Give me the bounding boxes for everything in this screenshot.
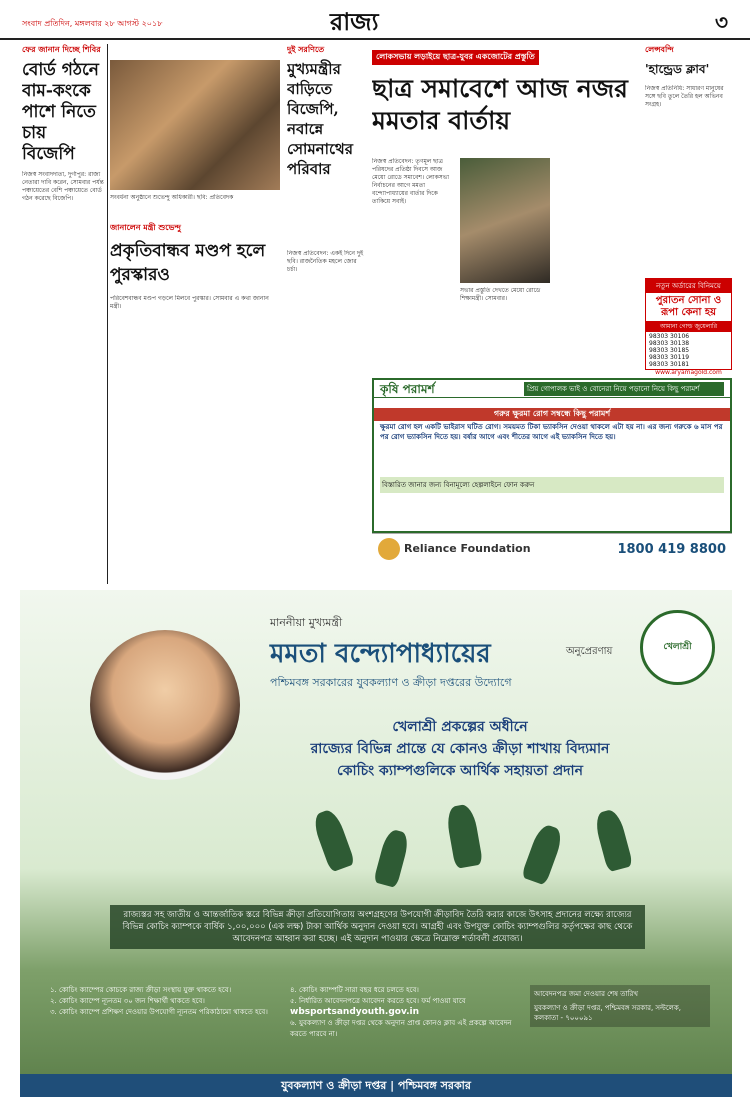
gold-buying-ad <box>645 278 732 376</box>
krishi-topic: গরুর ক্ষুরমা রোগ সম্বন্ধে কিছু পরামর্শ <box>374 408 730 421</box>
article-bjp-board <box>22 44 104 584</box>
article-body: নিজস্ব সংবাদদাতা, দুর্গাপুর: রাজ্য নেতারা দাবি করেন, সোমবার পর্যন্ত পঞ্চায়েতের বেশি পঞ্চায়েতে বোর্ড গঠন করেছে বিজেপি। <box>22 171 104 202</box>
application-info <box>530 985 710 1027</box>
deadline-text: আবেদনপত্র জমা দেওয়ার শেষ তারিখ <box>534 990 638 998</box>
shop-name: আমানা গোল্ড জুয়েলারি <box>646 321 731 332</box>
phone-list <box>646 332 731 369</box>
article-kicker: ফের জানান দিচ্ছে শিবির <box>22 45 101 54</box>
condition-item: ৬. যুবকল্যাণ ও ক্রীড়া দপ্তর থেকে অনুদান প্রাপ্ত কোনও ক্লাব এই প্রকল্পে আবেদন করতে পারবে না। <box>290 1019 512 1038</box>
article-headline: বোর্ড গঠনে বাম-কংকে পাশে নিতে চায় বিজেপি <box>22 60 99 164</box>
condition-item: ৩. কোচিং ক্যাম্পে প্রশিক্ষণ দেওয়ার উপযোগী ন্যূনতম পরিকাঠামো থাকতে হবে। <box>50 1008 268 1016</box>
ad-scheme-line: খেলাশ্রী প্রকল্পের অধীনে <box>392 719 528 735</box>
chief-minister-portrait <box>90 630 240 780</box>
photo-caption: সভার প্রস্তুতি দেখতে মেয়ো রোডে শিক্ষামন্ত্রী। সোমবার। <box>460 287 541 302</box>
foundation-name: Reliance Foundation <box>404 542 531 555</box>
ad-cm-name: মমতা বন্দ্যোপাধ্যায়ের <box>270 639 491 669</box>
reliance-footer <box>372 533 732 569</box>
condition-item: ২. কোচিং ক্যাম্পে ন্যূনতম ৩০ জন শিক্ষার্থী থাকতে হবে। <box>50 997 205 1005</box>
ad-tagline: নতুন অর্ডারের বিনিময়ে <box>646 279 731 293</box>
website-link[interactable]: wbsportsandyouth.gov.in <box>290 1007 420 1017</box>
reliance-logo-icon <box>378 538 400 560</box>
lead-article-header <box>372 44 640 154</box>
office-address: যুবকল্যাণ ও ক্রীড়া দপ্তর, পশ্চিমবঙ্গ সরকার, সল্টলেক, কলকাতা - ৭০০০৯১ <box>534 1004 682 1022</box>
news-photo-rally-prep <box>460 158 550 283</box>
krishi-subtitle: প্রিয় গোপালক ভাই ও বোনেরা নিয়ে পড়ানো নিয়ে কিছু পরামর্শ <box>524 382 724 396</box>
ad-scheme-line: রাজ্যের বিভিন্ন প্রান্তে যে কোনও ক্রীড়া শাখায় বিদ্যমান <box>310 741 610 757</box>
athlete-silhouette <box>593 808 634 873</box>
conditions-middle <box>290 985 520 1040</box>
condition-item: ৪. কোচিং ক্যাম্পটি সারা বছর ধরে চলতে হবে। <box>290 986 419 994</box>
page-number: ৩ <box>714 10 728 34</box>
krishi-title: কৃষি পরামর্শ <box>380 382 435 396</box>
article-headline: 'হান্ড্রেড ক্লাব' <box>645 62 710 76</box>
ad-honorific: মাননীয়া মুখ্যমন্ত্রী <box>270 616 343 629</box>
athlete-silhouette <box>445 803 483 869</box>
ad-inspiration: অনুপ্রেরণায় <box>566 646 613 657</box>
phone-number: 98303 30119 <box>649 354 690 361</box>
ad-headline: পুরাতন সোনা ও রূপা কেনা হয় <box>655 295 722 318</box>
article-cm-house <box>287 44 365 244</box>
article-eco-pandal <box>110 222 280 582</box>
athlete-silhouette <box>521 822 565 885</box>
article-kicker: লোকসভায় লড়াইয়ে ছাত্র-যুবর একজোটের প্রস্তুতি <box>372 50 539 65</box>
article-kicker: লেন্সবন্দি <box>645 45 674 54</box>
article-kicker: জানালেন মন্ত্রী শুভেন্দু <box>110 223 181 232</box>
photo-caption: সংবর্ধনা অনুষ্ঠানে শুভেন্দু অধিকারী। ছবি: প্রতিবেদক <box>110 194 234 201</box>
page-header <box>0 0 750 40</box>
athlete-silhouette <box>373 828 411 888</box>
website: www.aryamagold.com <box>655 369 722 376</box>
article-headline: মুখ্যমন্ত্রীর বাড়িতে বিজেপি, নবান্নে সোমনাথের পরিবার <box>287 60 353 178</box>
news-photo-felicitation <box>110 60 280 190</box>
article-hundred-club <box>645 44 732 274</box>
khelashree-advertisement <box>20 590 732 1097</box>
article-body: পরিবেশবান্ধব মণ্ডপ গড়লে মিলবে পুরস্কার। সোমবার এ কথা জানান মন্ত্রী। <box>110 295 269 310</box>
krishi-advice-box <box>372 378 732 533</box>
article-body-continued <box>555 158 640 370</box>
article-body: নিজস্ব প্রতিনিধি: সাধারণ মানুষের সঙ্গে ছবি তুলে তৈরি হল অভিনব সংগ্রহ। <box>645 85 724 108</box>
article-headline: প্রকৃতিবান্ধব মণ্ডপ হলে পুরস্কারও <box>110 241 266 285</box>
athlete-silhouette <box>311 807 356 872</box>
article-body: নিজস্ব প্রতিবেদন: তৃণমূল ছাত্র পরিষদের প্রতিষ্ঠা দিবসে আজ মেয়ো রোডে সমাবেশ। লোকসভা নির্বাচনের আগে মমতা বন্দ্যোপাধ্যায়ের বার্তার দিকে তাকিয়ে সবাই। <box>372 158 449 205</box>
conditions-left <box>50 985 280 1018</box>
helpline-text: বিস্তারিত জানার জন্য বিনামূল্যে হেল্পলাইনে ফোন করুন <box>380 477 724 493</box>
article-body: নিজস্ব প্রতিবেদন: একই দিনে দুই ছবি। রাজনৈতিক মহলে জোর চর্চা। <box>287 250 364 273</box>
condition-item: ৫. নির্ধারিত আবেদনপত্রে আবেদন করতে হবে। ফর্ম পাওয়া যাবে <box>290 997 466 1005</box>
article-headline: ছাত্র সমাবেশে আজ নজর মমতার বার্তায় <box>372 74 628 135</box>
condition-item: ১. কোচিং ক্যাম্পের কোচকে রাজ্য ক্রীড়া সংস্থায় যুক্ত থাকতে হবে। <box>50 986 232 994</box>
phone-number: 98303 30138 <box>649 340 690 347</box>
ad-scheme-line: কোচিং ক্যাম্পগুলিকে আর্থিক সহায়তা প্রদান <box>337 763 583 779</box>
article-kicker: দুই সরণিতে <box>287 45 325 54</box>
issue-date: সংবাদ প্রতিদিন, মঙ্গলবার ২৮ আগস্ট ২০১৮ <box>22 19 163 28</box>
toll-free-number: 1800 419 8800 <box>617 542 726 557</box>
column-divider <box>107 44 108 584</box>
ad-description: রাজ্যস্তর সহ জাতীয় ও আন্তর্জাতিক স্তরে বিভিন্ন ক্রীড়া প্রতিযোগিতায় অংশগ্রহণের উপযোগী ক্রীড়াবিদ তৈরি করার কাজে উৎসাহ প্রদানের লক্ষ্যে রাজ্যের বিভিন্ন কোচিং ক্যাম্পকে বার্ষিক ১,০০,০০০ (এক লক্ষ) টাকা আর্থিক অনুদান দেওয়া হবে। আগ্রহী এবং উপযুক্ত কোচিং ক্যাম্পগুলির কর্তৃপক্ষের কাছ থেকে আবেদনপত্র আহ্বান করা হচ্ছে। এই অনুদান পাওয়ার ক্ষেত্রে নিম্নোক্ত শর্তাবলী প্রযোজ্য। <box>110 905 645 949</box>
section-title: রাজ্য <box>330 7 379 36</box>
krishi-body: ক্ষুরমা রোগ হল একটি ভাইরাস ঘটিত রোগ। সময়মত টিকা ভ্যাকসিন দেওয়া থাকলে এটা হয় না। এর জন্য গরুকে ৬ মাস পর পর রোগ ভ্যাকসিন দিতে হয়। বর্ষার আগে এবং শীতের আগে এই ভ্যাকসিন দিতে হয়। <box>380 423 723 441</box>
phone-number: 98303 30185 <box>649 347 690 354</box>
phone-number: 98303 30181 <box>649 361 690 368</box>
ad-organizer: পশ্চিমবঙ্গ সরকারের যুবকল্যাণ ও ক্রীড়া দপ্তরের উদ্যোগে <box>270 676 512 689</box>
khelashree-seal-icon: খেলাশ্রী <box>640 610 715 685</box>
phone-number: 98303 30106 <box>649 333 690 340</box>
ad-footer-bar: যুবকল্যাণ ও ক্রীড়া দপ্তর | পশ্চিমবঙ্গ সরকার <box>20 1074 732 1097</box>
